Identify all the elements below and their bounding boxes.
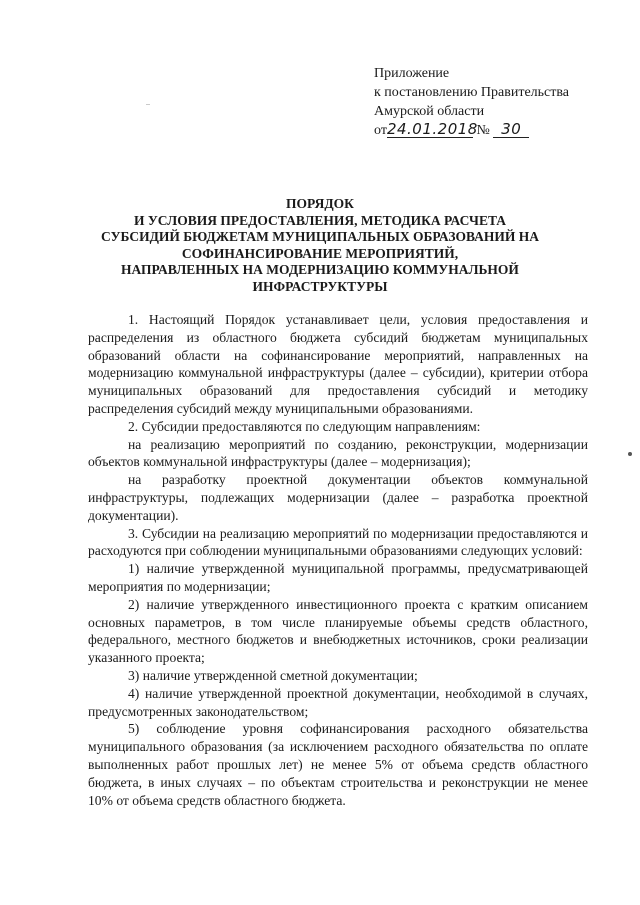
- handwritten-date: 24.01.2018: [386, 120, 478, 138]
- appendix-block: [374, 64, 624, 140]
- condition-2: 2) наличие утвержденного инвестиционного проекта с кратким описанием основных параметров, в том числе планируемые объемы средств областного, федерального, местного бюджетов и внебюджетных источников, сроки реализации указанного проекта;: [88, 596, 588, 666]
- title-line: ПОРЯДОК: [286, 196, 354, 211]
- title-line: ИНФРАСТРУКТУРЫ: [252, 278, 388, 294]
- document-title: [80, 196, 560, 295]
- title-line: И УСЛОВИЯ ПРЕДОСТАВЛЕНИЯ, МЕТОДИКА РАСЧЕТА: [133, 212, 507, 228]
- condition-1: 1) наличие утвержденной муниципальной программы, предусматривающей мероприятия по модернизации;: [88, 561, 588, 594]
- paragraph-2: 2. Субсидии предоставляются по следующим направлениям:: [128, 418, 481, 434]
- handwritten-number: 30: [493, 121, 529, 138]
- scan-mark: [628, 452, 632, 456]
- paragraph-3: 3. Субсидии на реализацию мероприятий по модернизации предоставляются и расходуются при соблюдении муниципальными образованиями следующих условий:: [88, 525, 588, 559]
- appendix-date-line: [374, 121, 624, 140]
- direction-design-docs: на разработку проектной документации объектов коммунальной инфраструктуры, подлежащих модернизации (далее – разработка проектной документации).: [88, 472, 588, 523]
- from-label: от: [374, 123, 387, 138]
- title-line: СУБСИДИЙ БЮДЖЕТАМ МУНИЦИПАЛЬНЫХ ОБРАЗОВАНИЙ НА: [101, 229, 539, 244]
- appendix-resolution: к постановлению Правительства: [374, 85, 570, 100]
- condition-5: 5) соблюдение уровня софинансирования расходного обязательства муниципального образования (за исключением расходного обязательства по оплате выполненных работ прошлых лет) не менее 5% от объема средств областного бюджета, в иных случаях – по объектам строительства и реконструкции не менее 10% от объема средств областного бюджета.: [88, 721, 588, 808]
- number-label: №: [476, 123, 490, 138]
- appendix-region: Амурской области: [374, 104, 485, 119]
- paragraph-1: 1. Настоящий Порядок устанавливает цели, условия предоставления и распределения из областного бюджета субсидий бюджетам муниципальных образований области на софинансирование мероприятий, направленных на модернизацию коммунальной инфраструктуры (далее – субсидии), критерии отбора муниципальных образований для предоставления субсидий и методику распределения субсидий между муниципальными образованиями.: [88, 312, 588, 416]
- appendix-heading: Приложение: [374, 66, 450, 81]
- document-body: [88, 311, 588, 809]
- direction-modernization: на реализацию мероприятий по созданию, реконструкции, модернизации объектов коммунальной инфраструктуры (далее – модернизация);: [88, 436, 588, 470]
- scan-speck: ..: [146, 98, 150, 107]
- title-line: НАПРАВЛЕННЫХ НА МОДЕРНИЗАЦИЮ КОММУНАЛЬНОЙ: [121, 262, 519, 277]
- title-line: СОФИНАНСИРОВАНИЕ МЕРОПРИЯТИЙ,: [181, 245, 459, 261]
- condition-4: 4) наличие утвержденной проектной документации, необходимой в случаях, предусмотренных законодательством;: [88, 685, 588, 719]
- condition-3: 3) наличие утвержденной сметной документации;: [128, 667, 418, 683]
